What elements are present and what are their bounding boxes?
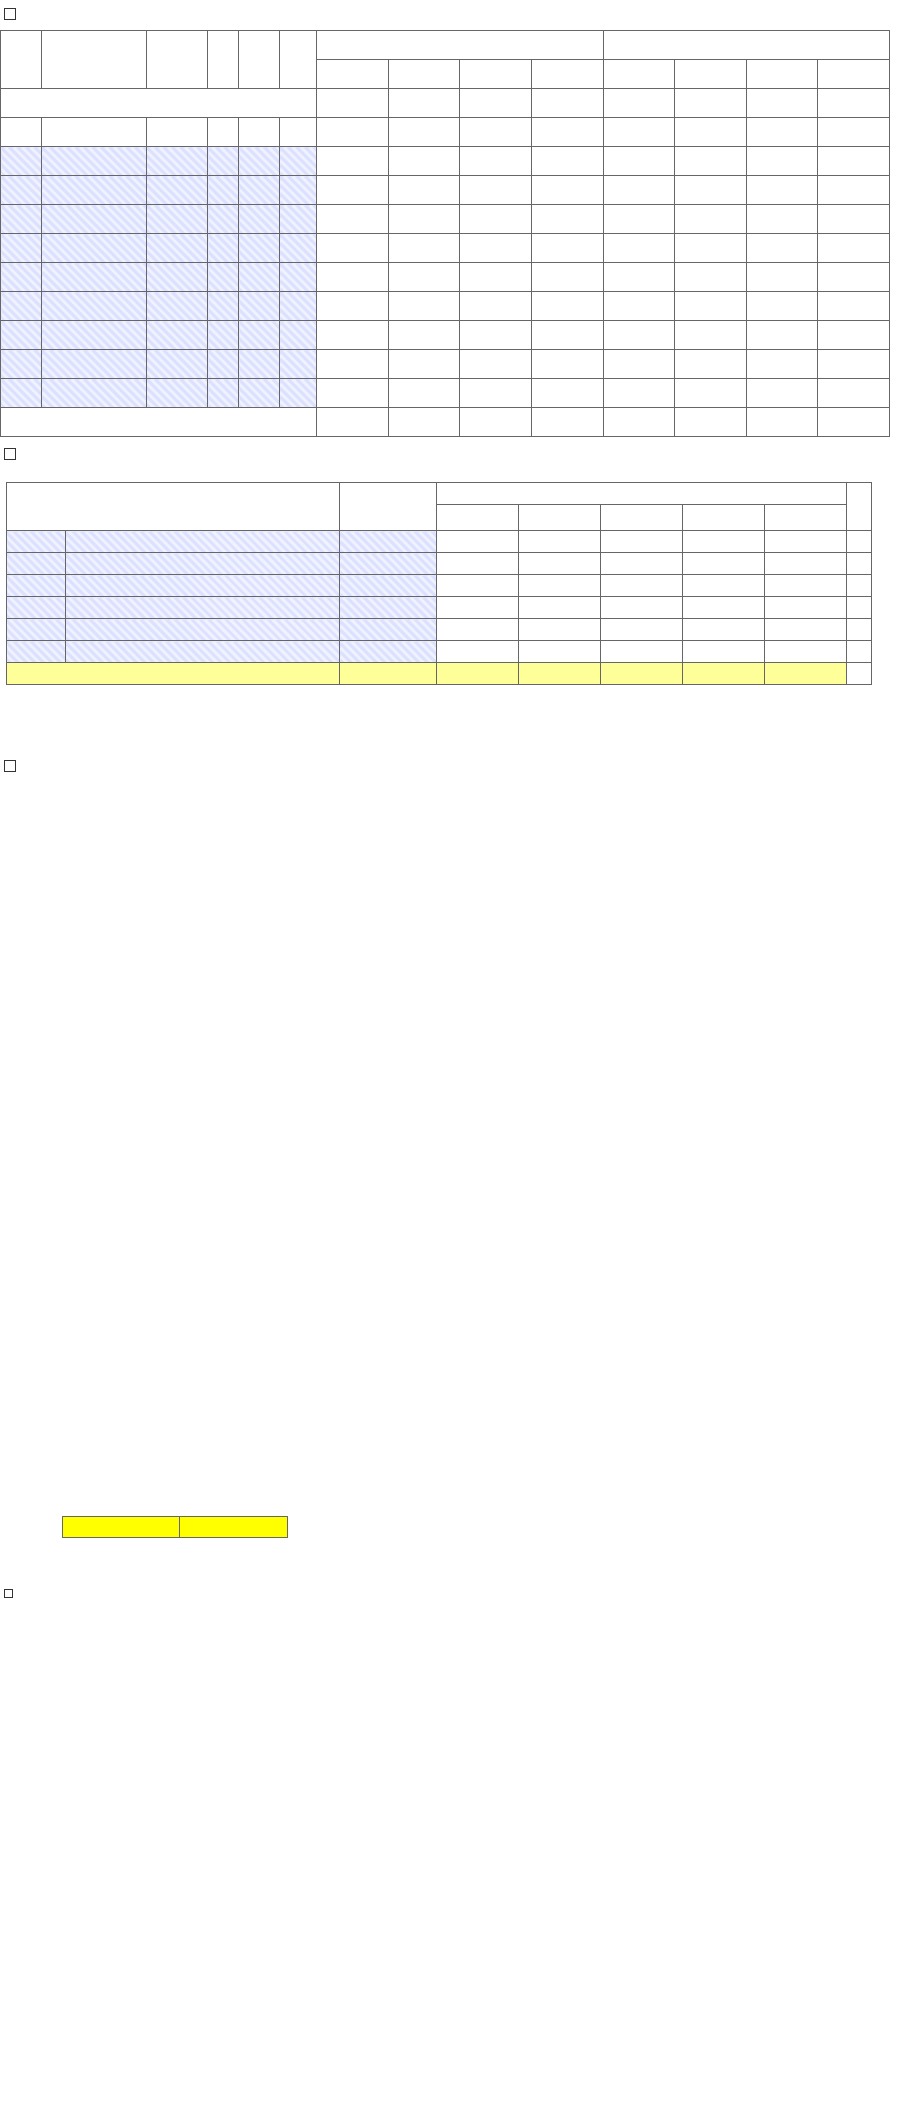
- table-cell: [388, 321, 460, 350]
- table-cell: [340, 619, 437, 641]
- table-cell: [388, 234, 460, 263]
- sub-header: [317, 60, 389, 89]
- total-label: [1, 408, 317, 437]
- table-cell: [601, 619, 683, 641]
- table-cell: [460, 350, 532, 379]
- col-header: [7, 483, 340, 531]
- table-cell: [388, 176, 460, 205]
- table-cell: [388, 408, 460, 437]
- col-header: [280, 31, 317, 89]
- table-cell: [531, 118, 603, 147]
- table-cell: [818, 176, 890, 205]
- table-cell: [66, 619, 340, 641]
- table-cell: [675, 205, 747, 234]
- table-cell: [818, 379, 890, 408]
- table-cell: [603, 147, 675, 176]
- table-cell: [208, 234, 239, 263]
- table-cell: [437, 597, 519, 619]
- table-cell: [317, 321, 389, 350]
- table-cell: [280, 292, 317, 321]
- table-cell: [208, 321, 239, 350]
- section-marker-icon: [4, 1589, 13, 1598]
- sub-header: [460, 60, 532, 89]
- table-cell: [317, 89, 389, 118]
- table-cell: [208, 147, 239, 176]
- table-cell: [1, 350, 42, 379]
- table-cell: [818, 118, 890, 147]
- table-cell: [437, 553, 519, 575]
- table-cell: [531, 408, 603, 437]
- year-cell: [601, 505, 683, 531]
- table-row: [1, 118, 890, 147]
- table-cell: [746, 205, 818, 234]
- table-cell: [1, 263, 42, 292]
- table-cell: [683, 597, 765, 619]
- table-cell: [1, 321, 42, 350]
- table-cell: [603, 234, 675, 263]
- table-cell: [847, 619, 872, 641]
- table-cell: [531, 263, 603, 292]
- table-row: [1, 263, 890, 292]
- table-row: [1, 350, 890, 379]
- table-cell: [388, 89, 460, 118]
- table-cell: [7, 553, 66, 575]
- table-cell: [675, 408, 747, 437]
- col-header: [239, 31, 280, 89]
- table-cell: [42, 379, 147, 408]
- table-cell: [239, 321, 280, 350]
- table-cell: [765, 641, 847, 663]
- table-cell: [531, 147, 603, 176]
- table-cell: [531, 205, 603, 234]
- table-cell: [317, 118, 389, 147]
- table-cell: [1, 147, 42, 176]
- table-row: [7, 663, 872, 685]
- sales-status-table: [0, 30, 890, 437]
- section-marker-icon: [4, 448, 16, 460]
- depreciation-table: [6, 482, 872, 685]
- col-header: [340, 483, 437, 531]
- table-cell: [675, 292, 747, 321]
- table-cell: [239, 292, 280, 321]
- table-cell: [388, 263, 460, 292]
- table-cell: [746, 118, 818, 147]
- table-cell: [675, 147, 747, 176]
- table-cell: [675, 234, 747, 263]
- table-cell: [147, 350, 208, 379]
- table-cell: [388, 118, 460, 147]
- table-row: [7, 641, 872, 663]
- table-cell: [280, 321, 317, 350]
- table-cell: [519, 619, 601, 641]
- table-cell: [340, 553, 437, 575]
- table-cell: [1, 118, 42, 147]
- table-cell: [746, 147, 818, 176]
- table-cell: [317, 292, 389, 321]
- table-cell: [531, 292, 603, 321]
- table-cell: [340, 575, 437, 597]
- table-cell: [675, 350, 747, 379]
- section2-title: [4, 445, 21, 463]
- table-row: [7, 531, 872, 553]
- col-header: [42, 31, 147, 89]
- year-cell: [519, 505, 601, 531]
- section5-title: [4, 1588, 18, 1600]
- table-cell: [280, 118, 317, 147]
- table-cell: [147, 379, 208, 408]
- table-cell: [208, 118, 239, 147]
- table-cell: [460, 321, 532, 350]
- table-cell: [317, 234, 389, 263]
- table-cell: [683, 575, 765, 597]
- table-cell: [147, 292, 208, 321]
- sub-header: [746, 60, 818, 89]
- table-cell: [531, 89, 603, 118]
- table-cell: [746, 292, 818, 321]
- table-cell: [388, 379, 460, 408]
- table-cell: [42, 147, 147, 176]
- table-cell: [239, 147, 280, 176]
- irr-index-table: [62, 1516, 288, 1538]
- table-cell: [847, 553, 872, 575]
- section1-title: [4, 5, 21, 23]
- table-cell: [818, 263, 890, 292]
- table-cell: [601, 663, 683, 685]
- table-cell: [519, 553, 601, 575]
- table-cell: [42, 321, 147, 350]
- table-cell: [280, 379, 317, 408]
- table-cell: [603, 176, 675, 205]
- table-row: [7, 597, 872, 619]
- table-cell: [765, 531, 847, 553]
- table-cell: [683, 531, 765, 553]
- table-cell: [239, 234, 280, 263]
- year-cell: [437, 505, 519, 531]
- table-cell: [683, 553, 765, 575]
- table-cell: [239, 205, 280, 234]
- table-cell: [42, 205, 147, 234]
- table-cell: [531, 350, 603, 379]
- table-cell: [746, 350, 818, 379]
- table-cell: [601, 531, 683, 553]
- table-cell: [208, 263, 239, 292]
- table-cell: [147, 205, 208, 234]
- table-row: [7, 619, 872, 641]
- table-cell: [437, 575, 519, 597]
- table-cell: [317, 350, 389, 379]
- table-cell: [42, 350, 147, 379]
- table-cell: [683, 619, 765, 641]
- table-cell: [317, 176, 389, 205]
- table-cell: [603, 118, 675, 147]
- table-cell: [818, 234, 890, 263]
- table-cell: [317, 379, 389, 408]
- table-cell: [1, 176, 42, 205]
- table-cell: [239, 118, 280, 147]
- table-cell: [603, 321, 675, 350]
- table-cell: [531, 379, 603, 408]
- table-cell: [519, 663, 601, 685]
- table-cell: [340, 531, 437, 553]
- table-cell: [280, 350, 317, 379]
- table-cell: [746, 408, 818, 437]
- table-cell: [147, 176, 208, 205]
- table-cell: [519, 597, 601, 619]
- table-cell: [388, 147, 460, 176]
- table-cell: [818, 147, 890, 176]
- table-cell: [460, 292, 532, 321]
- table-header-row: [7, 483, 872, 505]
- table-cell: [340, 641, 437, 663]
- table-cell: [340, 597, 437, 619]
- table-cell: [746, 263, 818, 292]
- table-cell: [280, 147, 317, 176]
- table-cell: [675, 379, 747, 408]
- table-cell: [42, 292, 147, 321]
- table-cell: [818, 321, 890, 350]
- subtotal-label: [1, 89, 317, 118]
- table-cell: [42, 176, 147, 205]
- table-cell: [765, 663, 847, 685]
- table-cell: [1, 205, 42, 234]
- table-cell: [66, 531, 340, 553]
- table-cell: [531, 176, 603, 205]
- year-header: [317, 31, 604, 60]
- table-cell: [683, 641, 765, 663]
- table-cell: [147, 234, 208, 263]
- table-cell: [66, 553, 340, 575]
- table-row: [1, 408, 890, 437]
- col-header: [208, 31, 239, 89]
- table-cell: [603, 292, 675, 321]
- table-cell: [460, 205, 532, 234]
- table-cell: [42, 263, 147, 292]
- section3-title: [4, 757, 21, 775]
- table-cell: [437, 619, 519, 641]
- table-cell: [239, 263, 280, 292]
- table-cell: [66, 641, 340, 663]
- table-cell: [519, 575, 601, 597]
- table-cell: [460, 89, 532, 118]
- table-cell: [818, 205, 890, 234]
- table-cell: [746, 89, 818, 118]
- total-label: [7, 663, 340, 685]
- table-cell: [847, 597, 872, 619]
- table-cell: [818, 292, 890, 321]
- table-cell: [239, 379, 280, 408]
- table-cell: [603, 263, 675, 292]
- table-cell: [208, 292, 239, 321]
- table-cell: [317, 205, 389, 234]
- table-cell: [675, 321, 747, 350]
- section-marker-icon: [4, 8, 16, 20]
- table-cell: [603, 205, 675, 234]
- irr-index-value: [180, 1517, 288, 1538]
- table-cell: [531, 234, 603, 263]
- table-cell: [317, 263, 389, 292]
- table-cell: [460, 408, 532, 437]
- table-cell: [317, 147, 389, 176]
- table-cell: [239, 176, 280, 205]
- sub-header: [388, 60, 460, 89]
- table-cell: [603, 408, 675, 437]
- table-row: [1, 89, 890, 118]
- col-header: [147, 31, 208, 89]
- table-cell: [7, 597, 66, 619]
- table-cell: [746, 234, 818, 263]
- table-cell: [847, 575, 872, 597]
- table-cell: [675, 176, 747, 205]
- table-cell: [765, 597, 847, 619]
- sub-header: [675, 60, 747, 89]
- table-cell: [460, 234, 532, 263]
- table-cell: [847, 641, 872, 663]
- irr-index-label: [63, 1517, 180, 1538]
- table-cell: [280, 205, 317, 234]
- table-row: [1, 205, 890, 234]
- col-header: [1, 31, 42, 89]
- table-cell: [208, 205, 239, 234]
- sub-header: [818, 60, 890, 89]
- table-cell: [675, 263, 747, 292]
- sub-header: [531, 60, 603, 89]
- table-cell: [675, 118, 747, 147]
- table-cell: [683, 663, 765, 685]
- table-cell: [147, 321, 208, 350]
- table-cell: [388, 350, 460, 379]
- table-row: [1, 292, 890, 321]
- table-cell: [847, 663, 872, 685]
- table-cell: [147, 263, 208, 292]
- table-cell: [7, 575, 66, 597]
- table-cell: [765, 575, 847, 597]
- table-cell: [147, 147, 208, 176]
- table-cell: [603, 379, 675, 408]
- table-cell: [746, 176, 818, 205]
- table-cell: [239, 350, 280, 379]
- table-cell: [460, 176, 532, 205]
- table-cell: [746, 379, 818, 408]
- table-cell: [1, 292, 42, 321]
- table-cell: [603, 350, 675, 379]
- table-cell: [601, 641, 683, 663]
- table-cell: [208, 176, 239, 205]
- table-cell: [388, 292, 460, 321]
- table-cell: [42, 118, 147, 147]
- table-cell: [818, 350, 890, 379]
- table-cell: [675, 89, 747, 118]
- table-cell: [519, 641, 601, 663]
- year-cell: [765, 505, 847, 531]
- table-cell: [601, 575, 683, 597]
- table-cell: [280, 176, 317, 205]
- table-cell: [42, 234, 147, 263]
- table-cell: [519, 531, 601, 553]
- table-cell: [601, 597, 683, 619]
- table-cell: [531, 321, 603, 350]
- table-cell: [765, 619, 847, 641]
- table-cell: [7, 641, 66, 663]
- table-cell: [147, 118, 208, 147]
- table-cell: [7, 531, 66, 553]
- section-marker-icon: [4, 760, 16, 772]
- table-cell: [7, 619, 66, 641]
- table-row: [7, 575, 872, 597]
- table-cell: [765, 553, 847, 575]
- table-row: [7, 553, 872, 575]
- table-row: [1, 234, 890, 263]
- table-cell: [460, 379, 532, 408]
- table-cell: [818, 89, 890, 118]
- table-cell: [280, 234, 317, 263]
- table-row: [1, 321, 890, 350]
- table-cell: [601, 553, 683, 575]
- table-cell: [460, 263, 532, 292]
- col-header: [847, 483, 872, 531]
- table-cell: [66, 575, 340, 597]
- table-row: [1, 176, 890, 205]
- table-cell: [340, 663, 437, 685]
- table-cell: [437, 531, 519, 553]
- table-cell: [746, 321, 818, 350]
- col-header: [437, 483, 847, 505]
- table-header-row: [1, 31, 890, 60]
- table-cell: [460, 147, 532, 176]
- sub-header: [603, 60, 675, 89]
- table-cell: [66, 597, 340, 619]
- table-cell: [460, 118, 532, 147]
- table-cell: [280, 263, 317, 292]
- table-cell: [603, 89, 675, 118]
- table-cell: [208, 350, 239, 379]
- table-cell: [1, 379, 42, 408]
- table-row: [1, 379, 890, 408]
- table-cell: [388, 205, 460, 234]
- year-cell: [683, 505, 765, 531]
- table-cell: [437, 641, 519, 663]
- table-cell: [317, 408, 389, 437]
- table-row: [1, 147, 890, 176]
- year-header: [603, 31, 890, 60]
- table-cell: [437, 663, 519, 685]
- table-cell: [208, 379, 239, 408]
- table-cell: [847, 531, 872, 553]
- table-cell: [1, 234, 42, 263]
- table-cell: [818, 408, 890, 437]
